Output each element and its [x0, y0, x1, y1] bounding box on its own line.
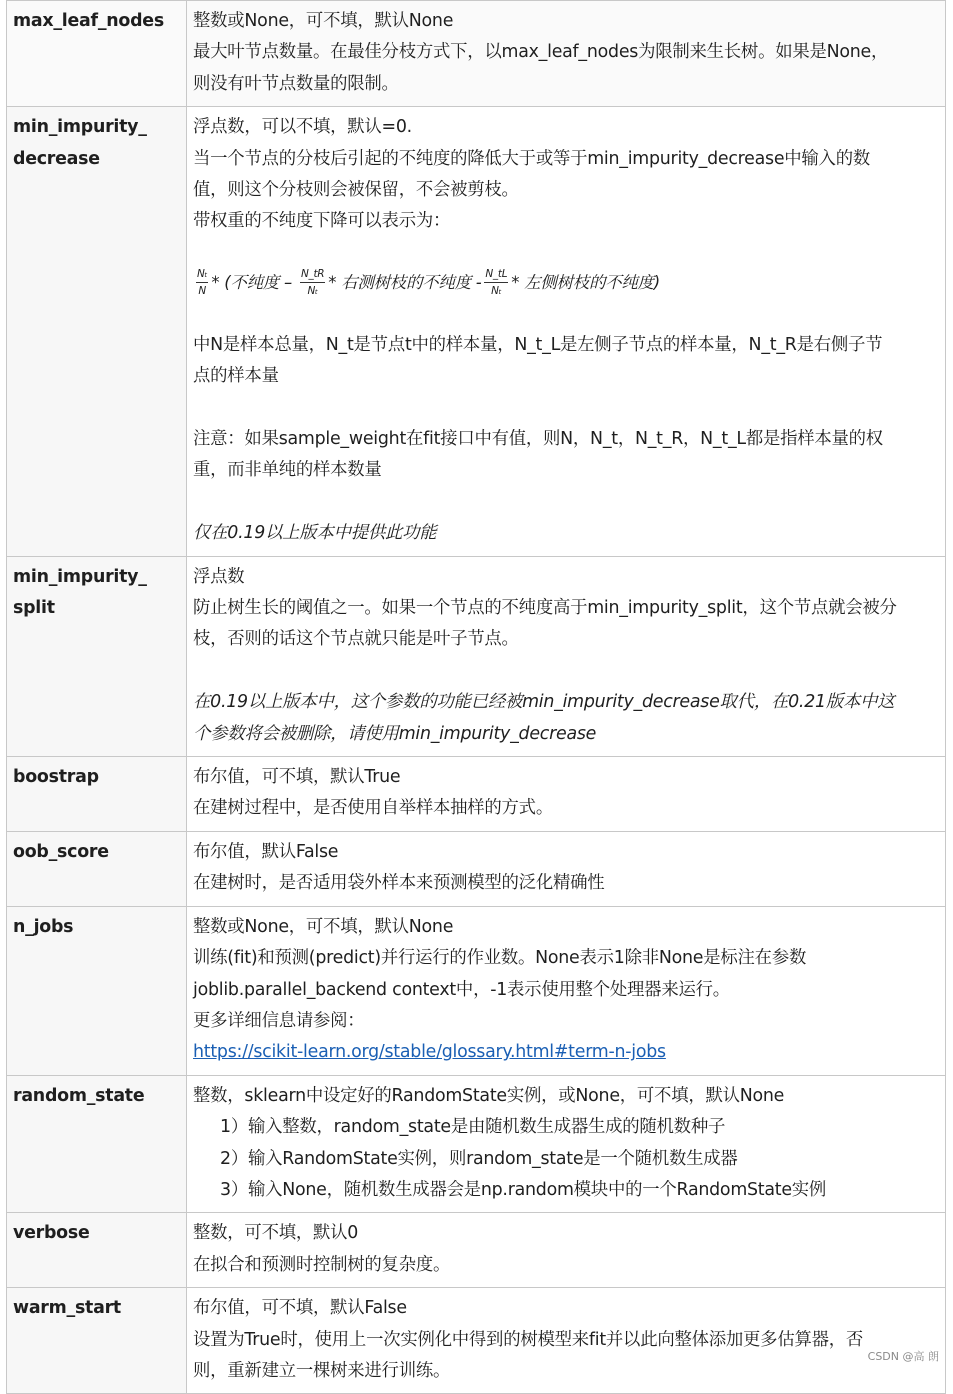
param-description: 布尔值，可不填，默认False 设置为True时，使用上一次实例化中得到的树模型来fit并以此向整体添加更多估算器，否 则，重新建立一棵树来进行训练。 [187, 1288, 946, 1394]
csdn-watermark: CSDN @高 朗 [867, 1350, 939, 1363]
param-name: boostrap [7, 757, 187, 832]
param-name: min_impurity_ decrease [7, 107, 187, 556]
param-description: 整数或None，可不填，默认None 训练(fit)和预测(predict)并行运行的作业数。None表示1除非None是标注在参数 joblib.parallel_backend context中，-1表示使用整个处理器来运行。 更多详细信息请参阅： https://scikit-learn.org/stable/glossary.html#term-n-jobs [187, 906, 946, 1075]
parameter-table [6, 0, 946, 1394]
impurity-formula [193, 252, 941, 314]
formula-text: * 左侧树枝的不纯度) [511, 273, 660, 293]
param-description: 整数，可不填，默认0 在拟合和预测时控制树的复杂度。 [187, 1213, 946, 1288]
table-row [7, 107, 946, 556]
formula-text: * 右测树枝的不纯度 - [328, 273, 482, 293]
fraction: $\frac{\text{Nₜ}}{N}$ [197, 268, 208, 298]
table-row [7, 1075, 946, 1213]
param-description: 整数或None，可不填，默认None 最大叶节点数量。在最佳分枝方式下，以max_leaf_nodes为限制来生长树。如果是None， 则没有叶节点数量的限制。 [187, 1, 946, 107]
list-item: 3）输入None，随机数生成器会是np.random模块中的一个RandomState实例 [220, 1179, 827, 1200]
formula-operator: – [284, 273, 292, 293]
list-item: 1）输入整数，random_state是由随机数生成器生成的随机数种子 [220, 1117, 726, 1138]
table-row [7, 1288, 946, 1394]
version-note: 在0.19以上版本中，这个参数的功能已经被min_impurity_decrease取代，在0.21版本中这 [193, 692, 895, 713]
table-row [7, 1, 946, 107]
param-name: random_state [7, 1075, 187, 1213]
param-name: verbose [7, 1213, 187, 1288]
glossary-link[interactable]: https://scikit-learn.org/stable/glossary.html#term-n-jobs [193, 1042, 666, 1063]
param-name: n_jobs [7, 906, 187, 1075]
table-row [7, 831, 946, 906]
param-description: 布尔值，默认False 在建树时，是否适用袋外样本来预测模型的泛化精确性 [187, 831, 946, 906]
version-note: 仅在0.19以上版本中提供此功能 [193, 523, 437, 544]
fraction: $\frac{N\_tL}{\text{Nₜ}}$ [485, 268, 508, 298]
param-name: max_leaf_nodes [7, 1, 187, 107]
param-description: 布尔值，可不填，默认True 在建树过程中，是否使用自举样本抽样的方式。 [187, 757, 946, 832]
table-row [7, 556, 946, 756]
param-description: 整数，sklearn中设定好的RandomState实例，或None，可不填，默认None 1）输入整数，random_state是由随机数生成器生成的随机数种子 2）输入RandomState实例，则random_state是一个随机数生成器 3）输入None，随机数生成器会是np.random模块中的一个RandomState实例 [187, 1075, 946, 1213]
version-note: 个参数将会被删除，请使用min_impurity_decrease [193, 723, 597, 744]
list-item: 2）输入RandomState实例，则random_state是一个随机数生成器 [220, 1148, 738, 1169]
formula-text: * (不纯度 [211, 273, 279, 293]
param-name: min_impurity_ split [7, 556, 187, 756]
table-row [7, 1213, 946, 1288]
table-row [7, 757, 946, 832]
param-name: warm_start [7, 1288, 187, 1394]
param-name: oob_score [7, 831, 187, 906]
fraction: $\frac{N\_tR}{\text{Nₜ}}$ [300, 268, 325, 298]
table-row [7, 906, 946, 1075]
param-description: 浮点数，可以不填，默认=0. 当一个节点的分枝后引起的不纯度的降低大于或等于min_impurity_decrease中输入的数 值，则这个分枝则会被保留，不会被剪枝。 带权重的不纯度下降可以表示为： $\frac{\text{Nₜ}}{N}$ * (不纯度 – $\frac{N\_tR}{\text{Nₜ}}$ * 右测树枝的不纯度 - $\frac{N\_tL}{\text{Nₜ}}$ * 左侧树枝的不纯度) 中N是样本总量，N_t是节点t中的样本量，N_t_L是左侧子节点的样本量，N_t_R是右侧子节 点的样本量 注意：如果sample_weight在fit接口中有值，则N，N_t，N_t_R，N_t_L都是指样本量的权 重，而非单纯的样本数量 仅在0.19以上版本中提供此功能 [187, 107, 946, 556]
param-description: 浮点数 防止树生长的阈值之一。如果一个节点的不纯度高于min_impurity_split，这个节点就会被分 枝，否则的话这个节点就只能是叶子节点。 在0.19以上版本中，这个参数的功能已经被min_impurity_decrease取代，在0.21版本中这 个参数将会被删除，请使用min_impurity_decrease [187, 556, 946, 756]
